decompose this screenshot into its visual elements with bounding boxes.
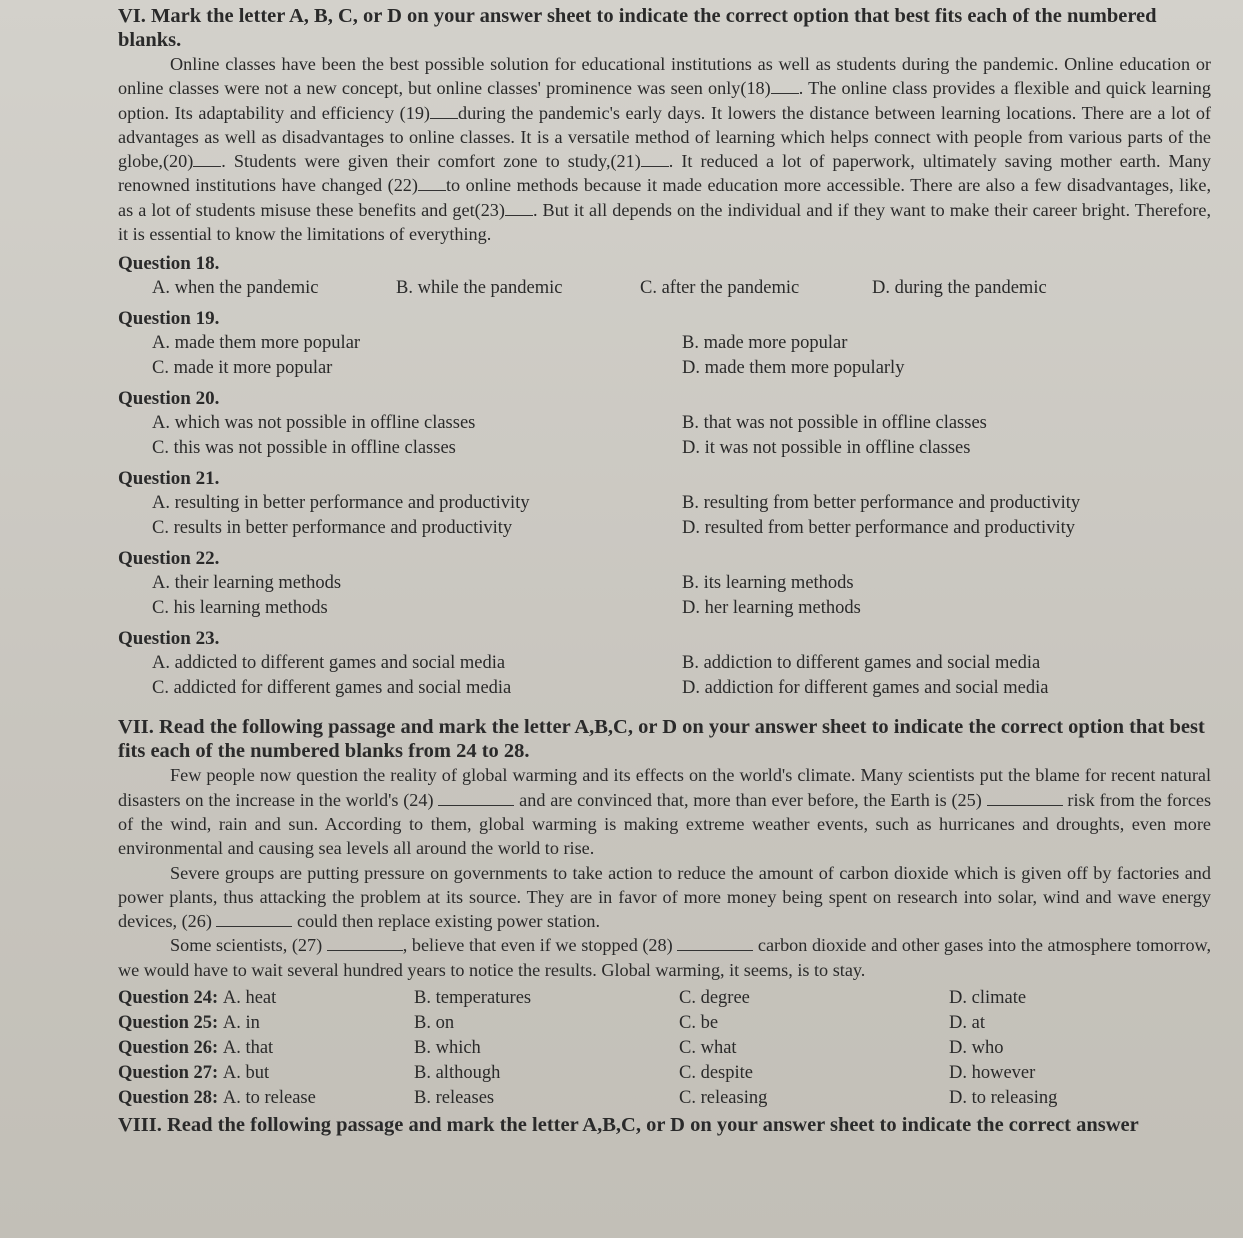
passage-6-part-1: Online classes have been the best possible solution for educational institutions as well as students during the pandemic. Online education or online classes were not a new concept, but online classes' prominence was seen only(18) [118, 54, 1211, 99]
options-grid [118, 411, 1211, 461]
options-grid [118, 651, 1211, 701]
blank-20 [193, 152, 221, 167]
section-7-paragraph-1 [118, 763, 1211, 860]
passage-6-part-5: . It reduced a lot of paperwork, ultimately saving mother earth. Many renowned institutions have changed (22) [118, 151, 1211, 196]
question-label: Question 21. [118, 468, 220, 490]
option-c: C. releasing [679, 1088, 768, 1109]
option-c: C. his learning methods [152, 598, 328, 619]
questions-24-28-table [118, 986, 1211, 1111]
option-d: D. addiction for different games and social media [682, 678, 1049, 699]
question-18 [118, 252, 1211, 301]
option-a: A. resulting in better performance and productivity [152, 493, 530, 514]
section-8-title: VIII. Read the following passage and mark the letter A,B,C, or D on your answer sheet to indicate the correct answer [118, 1114, 1139, 1137]
option-b: B. which [414, 1038, 481, 1059]
option-c: C. what [679, 1038, 737, 1059]
option-b: B. temperatures [414, 988, 532, 1009]
blank-27 [327, 936, 403, 951]
blank-24 [438, 791, 514, 806]
option-d: D. to releasing [949, 1088, 1058, 1109]
option-b: B. although [414, 1063, 501, 1084]
option-c: C. this was not possible in offline classes [152, 438, 456, 459]
question-label: Question 22. [118, 548, 220, 570]
question-23 [118, 627, 1211, 701]
options-row [118, 276, 1211, 301]
option-c: C. after the pandemic [640, 278, 800, 299]
question-label: Question 23. [118, 628, 220, 650]
option-a: A. that [222, 1038, 274, 1059]
option-b: B. made more popular [682, 333, 848, 354]
passage-7-part-3c: carbon dioxide and other gases into the atmosphere tomorrow, we would have to wait several hundred years to notice the results. Global warming, it seems, is to stay. [118, 935, 1212, 980]
option-c: C. despite [679, 1063, 753, 1084]
passage-7-part-2b: could then replace existing power station. [297, 911, 601, 932]
question-label: Question 19. [118, 308, 220, 330]
question-number: Question 28: [118, 1088, 219, 1109]
question-number: Question 26: [118, 1038, 219, 1059]
option-c: C. results in better performance and productivity [152, 518, 513, 539]
passage-6-part-6: to online methods because it made education more accessible. There are also a few disadvantages, like, as a lot of students misuse these benefits and get(23) [118, 175, 1211, 220]
passage-6-part-2: . The online class provides a flexible and quick learning option. Its adaptability and efficiency (19) [118, 78, 1211, 123]
question-27-label [118, 1061, 414, 1086]
passage-6-part-4: . Students were given their comfort zone to study,(21) [221, 151, 641, 172]
question-28-label [118, 1086, 414, 1111]
section-7-paragraph-2 [118, 861, 1211, 934]
option-c: C. addicted for different games and social media [152, 678, 512, 699]
question-22 [118, 547, 1211, 621]
option-d: D. resulted from better performance and productivity [682, 518, 1075, 539]
option-b: B. on [414, 1013, 455, 1034]
option-b: B. addiction to different games and social media [682, 653, 1041, 674]
question-20 [118, 387, 1211, 461]
option-d: D. at [949, 1013, 985, 1034]
option-b: B. resulting from better performance and productivity [682, 493, 1081, 514]
option-a: A. when the pandemic [152, 278, 319, 299]
option-a: A. but [222, 1063, 270, 1084]
question-21 [118, 467, 1211, 541]
blank-23 [505, 201, 533, 216]
option-d: D. climate [949, 988, 1027, 1009]
passage-7-part-1b: and are convinced that, more than ever before, the Earth is (25) [519, 789, 982, 810]
option-d: D. however [949, 1063, 1036, 1084]
option-c: C. made it more popular [152, 358, 333, 379]
option-a: A. made them more popular [152, 333, 361, 354]
blank-28 [677, 936, 753, 951]
blank-19 [430, 104, 458, 119]
passage-6-part-7: . But it all depends on the individual and if they want to make their career bright. Therefore, it is essential to know the limitations of everything. [118, 199, 1211, 245]
blank-21 [641, 152, 669, 167]
option-a: A. their learning methods [152, 573, 342, 594]
options-grid [118, 491, 1211, 541]
option-d: D. during the pandemic [872, 278, 1047, 299]
section-7-paragraph-3 [118, 933, 1211, 982]
question-number: Question 25: [118, 1013, 219, 1034]
passage-7-part-3a: Some scientists, (27) [170, 935, 323, 956]
section-6-title: VI. Mark the letter A, B, C, or D on your answer sheet to indicate the correct option that best fits each of the numbered blanks. [118, 5, 1157, 51]
option-a: A. addicted to different games and social media [152, 653, 506, 674]
option-c: C. be [679, 1013, 719, 1034]
option-b: B. releases [414, 1088, 495, 1109]
question-19 [118, 307, 1211, 381]
options-grid [118, 571, 1211, 621]
question-number: Question 27: [118, 1063, 219, 1084]
question-label: Question 20. [118, 388, 220, 410]
passage-7-part-2a: Severe groups are putting pressure on governments to take action to reduce the amount of carbon dioxide which is given off by factories and power plants, thus attacking the problem at its source. They are in favor of more money being spent on research into solar, wind and wave energy devices, (26) [118, 862, 1211, 932]
blank-18 [771, 79, 799, 94]
option-d: D. her learning methods [682, 598, 861, 619]
options-grid [118, 331, 1211, 381]
option-b: B. that was not possible in offline classes [682, 413, 987, 434]
option-a: A. heat [222, 988, 277, 1009]
option-d: D. made them more popularly [682, 358, 905, 379]
question-label: Question 18. [118, 253, 220, 275]
question-number: Question 24: [118, 988, 219, 1009]
section-7-title: VII. Read the following passage and mark the letter A,B,C, or D on your answer sheet to indicate the correct option that best fits each of the numbered blanks from 24 to 28. [118, 716, 1205, 763]
option-a: A. in [222, 1013, 260, 1034]
blank-26 [216, 912, 292, 927]
passage-6-part-3: during the pandemic's early days. It lowers the distance between learning locations. There are a lot of advantages as well as disadvantages to online classes. It is a versatile method of learning which helps connect with people from various parts of the globe,(20) [118, 102, 1211, 172]
passage-7-part-1a: Few people now question the reality of global warming and its effects on the world's climate. Many scientists put the blame for recent natural disasters on the increase in the world's (24) [118, 765, 1211, 810]
option-d: D. it was not possible in offline classes [682, 438, 971, 459]
question-24-label [118, 986, 414, 1011]
option-a: A. which was not possible in offline classes [152, 413, 476, 434]
option-c: C. degree [679, 988, 750, 1009]
option-b: B. its learning methods [682, 573, 854, 594]
option-a: A. to release [222, 1088, 316, 1109]
passage-7-part-1c: risk from the forces of the wind, rain and sun. According to them, global warming is making extreme weather events, such as hurricanes and droughts, even more environmental and causing sea levels all around the world to rise. [118, 789, 1212, 859]
blank-22 [418, 176, 446, 191]
option-b: B. while the pandemic [396, 278, 563, 299]
option-d: D. who [949, 1038, 1004, 1059]
question-25-label [118, 1011, 414, 1036]
section-6-passage [118, 52, 1211, 246]
blank-25 [987, 791, 1063, 806]
question-26-label [118, 1036, 414, 1061]
passage-7-part-3b: , believe that even if we stopped (28) [402, 935, 673, 956]
